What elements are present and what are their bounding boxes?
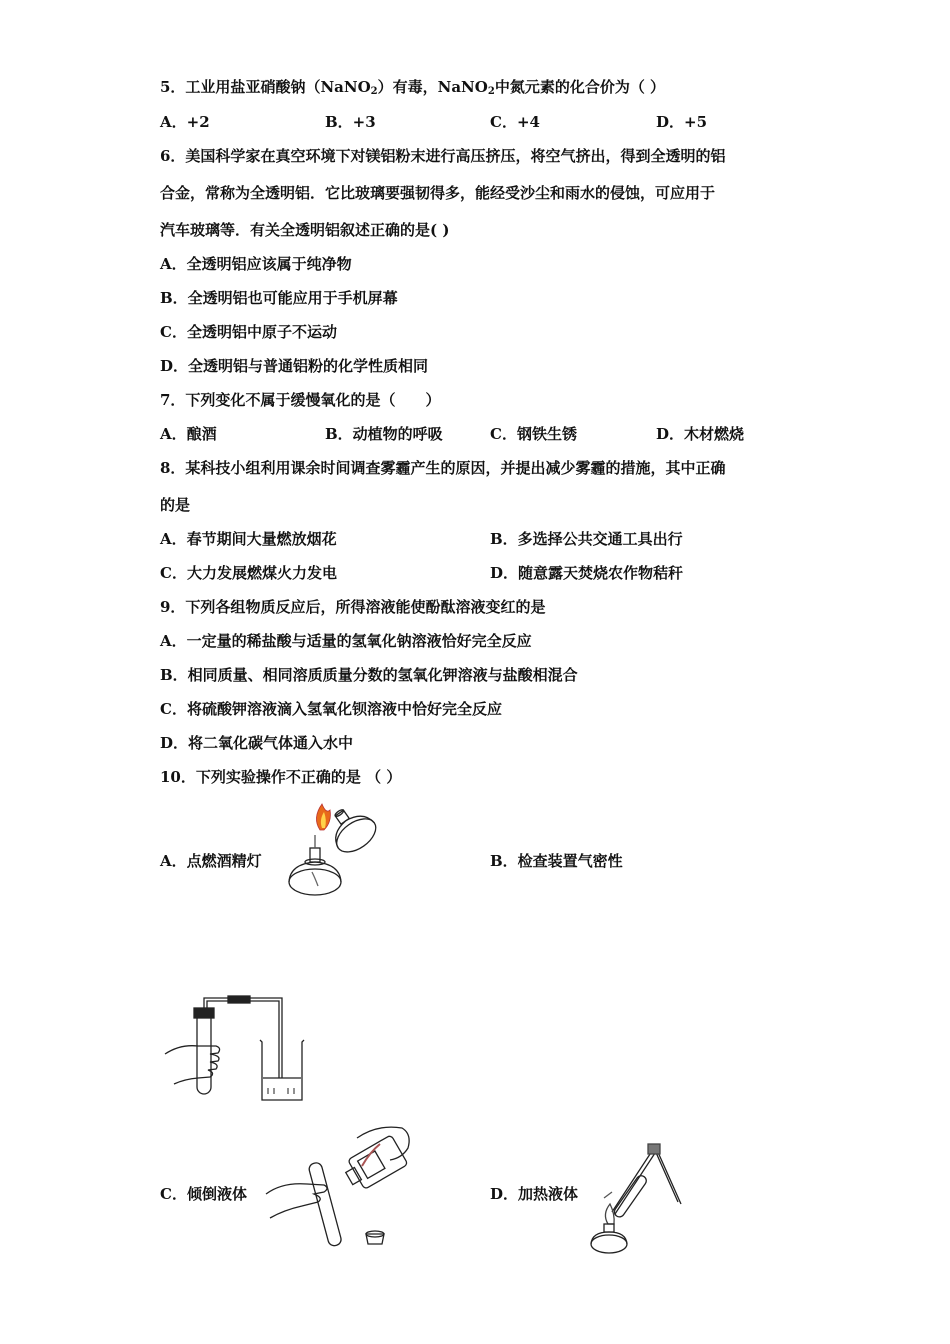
q7-option-c: C．钢铁生锈 — [490, 425, 577, 443]
q10-option-b: B．检查装置气密性 — [490, 852, 623, 870]
q5-stem-part2: ）有毒，NaNO — [377, 78, 488, 96]
q8-option-c: C．大力发展燃煤火力发电 — [160, 564, 337, 582]
q5-stem — [160, 77, 665, 102]
q10-option-c: C．倾倒液体 — [160, 1185, 247, 1203]
q5-option-a: A．+2 — [160, 113, 210, 131]
q8-option-d: D．随意露天焚烧农作物秸秆 — [490, 564, 684, 582]
q8-option-a: A．春节期间大量燃放烟花 — [160, 530, 337, 548]
q6-option-c: C．全透明铝中原子不运动 — [160, 323, 337, 341]
q6-option-a: A．全透明铝应该属于纯净物 — [160, 255, 352, 273]
q9-option-a: A．一定量的稀盐酸与适量的氢氧化钠溶液恰好完全反应 — [160, 632, 532, 650]
q7-stem: 7．下列变化不属于缓慢氧化的是（ ） — [160, 391, 441, 409]
q8-stem-line1: 8．某科技小组利用课余时间调查雾霾产生的原因，并提出减少雾霾的措施，其中正确 — [160, 459, 726, 477]
q5-option-b: B．+3 — [325, 113, 376, 131]
q6-option-d: D．全透明铝与普通铝粉的化学性质相同 — [160, 357, 429, 375]
q6-option-b: B．全透明铝也可能应用于手机屏幕 — [160, 289, 398, 307]
q6-stem-line3: 汽车玻璃等．有关全透明铝叙述正确的是( ) — [160, 221, 450, 239]
q9-option-b: B．相同质量、相同溶质质量分数的氢氧化钾溶液与盐酸相混合 — [160, 666, 578, 684]
pouring-liquid-figure — [262, 1122, 422, 1252]
q10-stem: 10．下列实验操作不正确的是 （ ） — [160, 768, 402, 786]
airtightness-check-figure — [160, 990, 320, 1105]
q9-option-d: D．将二氧化碳气体通入水中 — [160, 734, 354, 752]
q7-option-a: A．酿酒 — [160, 425, 217, 443]
q5-stem-part1: 5．工业用盐亚硝酸钠（NaNO — [160, 78, 371, 96]
q7-option-d: D．木材燃烧 — [656, 425, 745, 443]
q10-option-a: A．点燃酒精灯 — [160, 852, 262, 870]
q5-option-d: D．+5 — [656, 113, 708, 131]
q7-option-b: B．动植物的呼吸 — [325, 425, 443, 443]
q6-stem-line2: 合金，常称为全透明铝．它比玻璃要强韧得多，能经受沙尘和雨水的侵蚀，可应用于 — [160, 184, 716, 202]
q9-stem: 9．下列各组物质反应后，所得溶液能使酚酞溶液变红的是 — [160, 598, 546, 616]
q6-stem-line1: 6．美国科学家在真空环境下对镁铝粉末进行高压挤压，将空气挤出，得到全透明的铝 — [160, 147, 726, 165]
heating-liquid-figure — [582, 1140, 697, 1255]
q5-subscript-2: 2 — [487, 86, 495, 97]
q8-option-b: B．多选择公共交通工具出行 — [490, 530, 683, 548]
q5-subscript-1: 2 — [370, 86, 378, 97]
q10-option-d: D．加热液体 — [490, 1185, 579, 1203]
q8-stem-line2: 的是 — [160, 496, 191, 514]
q5-option-c: C．+4 — [490, 113, 540, 131]
alcohol-lamp-lighting-figure — [280, 800, 390, 905]
q5-stem-part3: 中氮元素的化合价为（ ） — [494, 78, 666, 96]
q9-option-c: C．将硫酸钾溶液滴入氢氧化钡溶液中恰好完全反应 — [160, 700, 502, 718]
